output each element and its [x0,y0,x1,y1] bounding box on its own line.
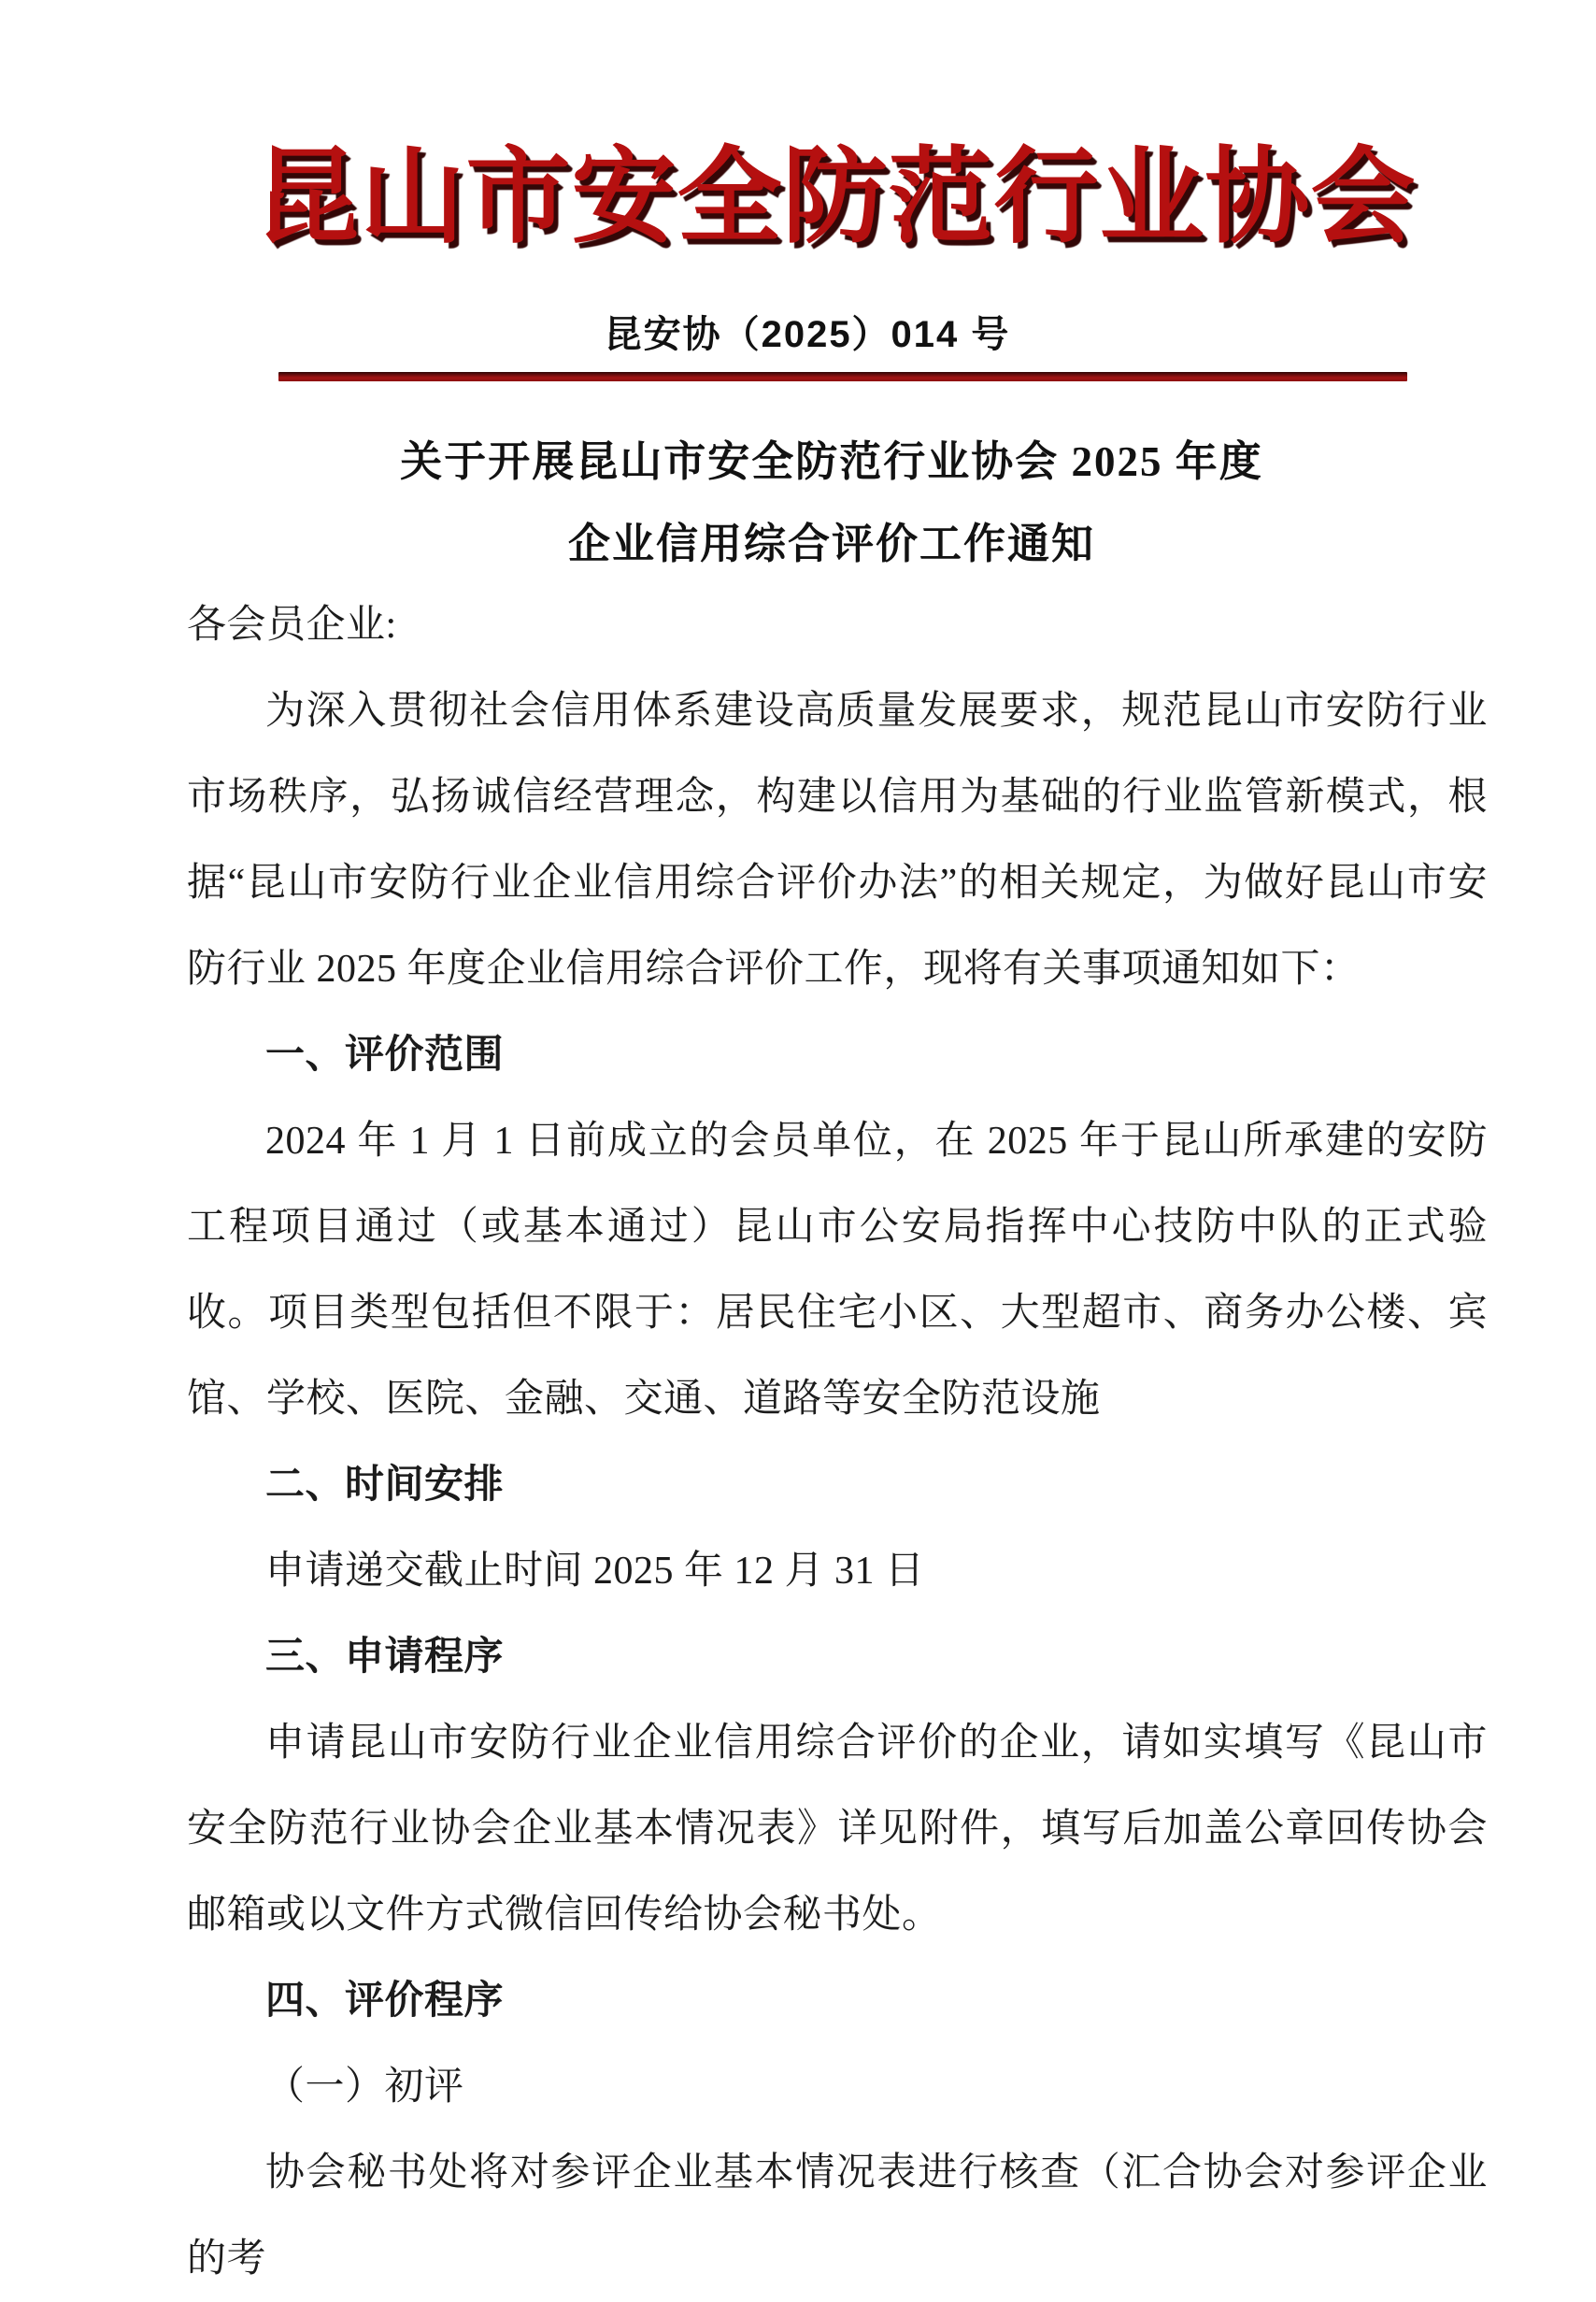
document-number: 昆安协（2025）014 号 [604,314,1011,355]
body-paragraph: 申请递交截止时间 2025 年 12 月 31 日 [265,1550,925,1593]
red-divider-rule [278,372,1407,381]
salutation: 各会员企业: [187,604,397,647]
document-title [34,421,1596,585]
section-heading: 二、时间安排 [265,1464,505,1507]
body-paragraph: 为深入贯彻社会信用体系建设高质量发展要求，规范昆山市安防行业市场秩序，弘扬诚信经营理念，构建以信用为基础的行业监管新模式，根据“昆山市安防行业企业信用综合评价办法”的相关规定，为做好昆山市安防行业 2025 年度企业信用综合评价工作，现将有关事项通知如下： [187,690,1488,991]
document-title-line2: 企业信用综合评价工作通知 [567,521,1095,567]
body-paragraph: 申请昆山市安防行业企业信用综合评价的企业，请如实填写《昆山市安全防范行业协会企业基本情况表》详见附件，填写后加盖公章回传协会邮箱或以文件方式微信回传给协会秘书处。 [187,1722,1488,1937]
organization-title: 昆山市安全防范行业协会 [254,140,1417,256]
body-paragraph: 2024 年 1 月 1 日前成立的会员单位，在 2025 年于昆山所承建的安防工程项目通过（或基本通过）昆山市公安局指挥中心技防中队的正式验收。项目类型包括但不限于：居民住宅小区、大型超市、商务办公楼、宾馆、学校、医院、金融、交通、道路等安全防范设施 [187,1120,1488,1421]
section-heading: 一、评价范围 [265,1034,505,1077]
section-heading: 三、申请程序 [265,1636,505,1679]
section-subheading: （一）初评 [265,2066,464,2109]
document-body-blocks [187,668,1488,2302]
body-paragraph: 协会秘书处将对参评企业基本情况表进行核查（汇合协会对参评企业的考 [187,2152,1488,2281]
document-body [187,582,1488,2302]
section-heading: 四、评价程序 [265,1980,505,2023]
document-title-line1: 关于开展昆山市安全防范行业协会 2025 年度 [400,438,1263,485]
